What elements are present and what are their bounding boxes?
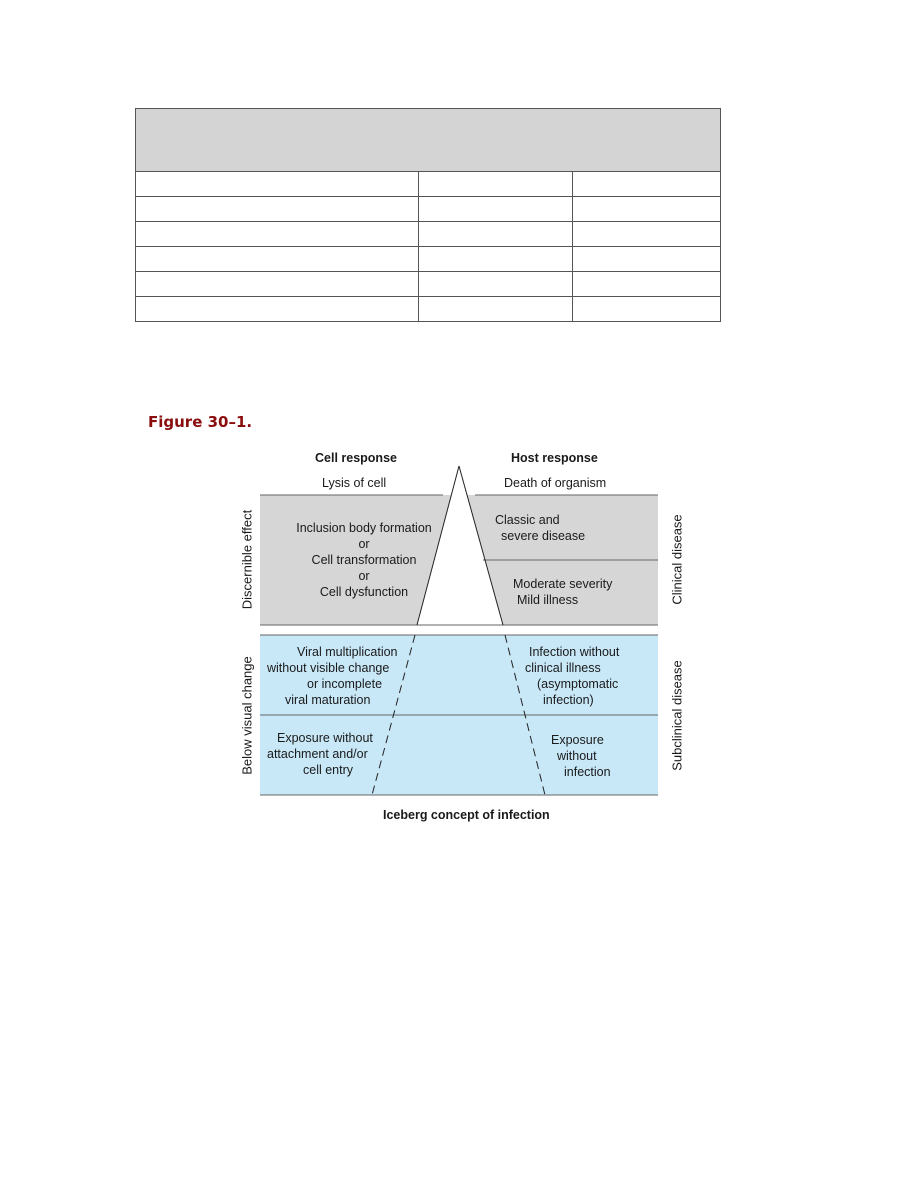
iceberg-diagram xyxy=(225,440,700,840)
table-cell xyxy=(136,222,419,247)
iceberg-graphic xyxy=(225,440,700,840)
text-line: attachment and/or xyxy=(267,747,368,761)
discernible-effect-label: Discernible effect xyxy=(239,509,255,610)
diagram-title: Iceberg concept of infection xyxy=(383,808,550,822)
text-line: or xyxy=(358,569,370,583)
empty-table xyxy=(135,108,720,322)
table-cell xyxy=(419,222,573,247)
text-line: without visible change xyxy=(267,661,390,675)
text-line: Exposure without xyxy=(277,731,373,745)
table-row xyxy=(136,197,721,222)
table-cell xyxy=(419,272,573,297)
table-cell xyxy=(419,297,573,322)
moderate-block xyxy=(513,576,612,608)
table-row xyxy=(136,222,721,247)
text-line: Exposure xyxy=(551,733,604,747)
table-cell xyxy=(419,172,573,197)
table-cell xyxy=(573,247,721,272)
exposure-cell-block xyxy=(267,730,373,778)
lysis-label: Lysis of cell xyxy=(322,476,387,490)
text-line: cell entry xyxy=(303,763,354,777)
text-line: Viral multiplication xyxy=(297,645,398,659)
table-row xyxy=(136,297,721,322)
table-row xyxy=(136,272,721,297)
text-line: Classic and xyxy=(495,513,560,527)
exposure-host-block xyxy=(551,732,611,780)
table-cell xyxy=(573,297,721,322)
text-line: infection) xyxy=(543,693,594,707)
text-line: clinical illness xyxy=(525,661,601,675)
table-cell xyxy=(573,272,721,297)
table-cell xyxy=(136,272,419,297)
text-line: severe disease xyxy=(501,529,586,543)
viral-block xyxy=(267,644,398,708)
table-grid xyxy=(135,108,721,322)
text-line: without xyxy=(557,749,597,763)
text-line: Mild illness xyxy=(517,593,579,607)
table-cell xyxy=(419,247,573,272)
infection-block xyxy=(525,644,619,708)
table-row xyxy=(136,172,721,197)
text-line: Cell transformation xyxy=(311,553,417,567)
table-cell xyxy=(573,172,721,197)
text-line: viral maturation xyxy=(285,693,371,707)
text-line: (asymptomatic xyxy=(537,677,619,691)
table-row xyxy=(136,247,721,272)
figure-caption: Figure 30–1. xyxy=(148,413,253,431)
text-line: infection xyxy=(564,765,611,779)
inclusion-block xyxy=(289,520,439,600)
classic-block xyxy=(495,512,585,544)
table-header-cell xyxy=(136,109,721,172)
text-line: or xyxy=(358,537,370,551)
table-header-row xyxy=(136,109,721,172)
text-line: Infection without xyxy=(529,645,620,659)
table-cell xyxy=(136,197,419,222)
text-line: Cell dysfunction xyxy=(319,585,409,599)
subclinical-disease-label: Subclinical disease xyxy=(669,660,685,771)
table-cell xyxy=(573,197,721,222)
table-cell xyxy=(136,172,419,197)
table-cell xyxy=(136,247,419,272)
table-cell xyxy=(136,297,419,322)
text-line: Moderate severity xyxy=(513,577,613,591)
death-label: Death of organism xyxy=(504,476,607,490)
text-line: Inclusion body formation xyxy=(296,521,432,535)
table-cell xyxy=(573,222,721,247)
clinical-disease-label: Clinical disease xyxy=(669,514,685,605)
host-response-header: Host response xyxy=(511,451,598,465)
cell-response-header: Cell response xyxy=(315,451,397,465)
table-cell xyxy=(419,197,573,222)
below-visual-change-label: Below visual change xyxy=(239,656,255,775)
text-line: or incomplete xyxy=(307,677,383,691)
